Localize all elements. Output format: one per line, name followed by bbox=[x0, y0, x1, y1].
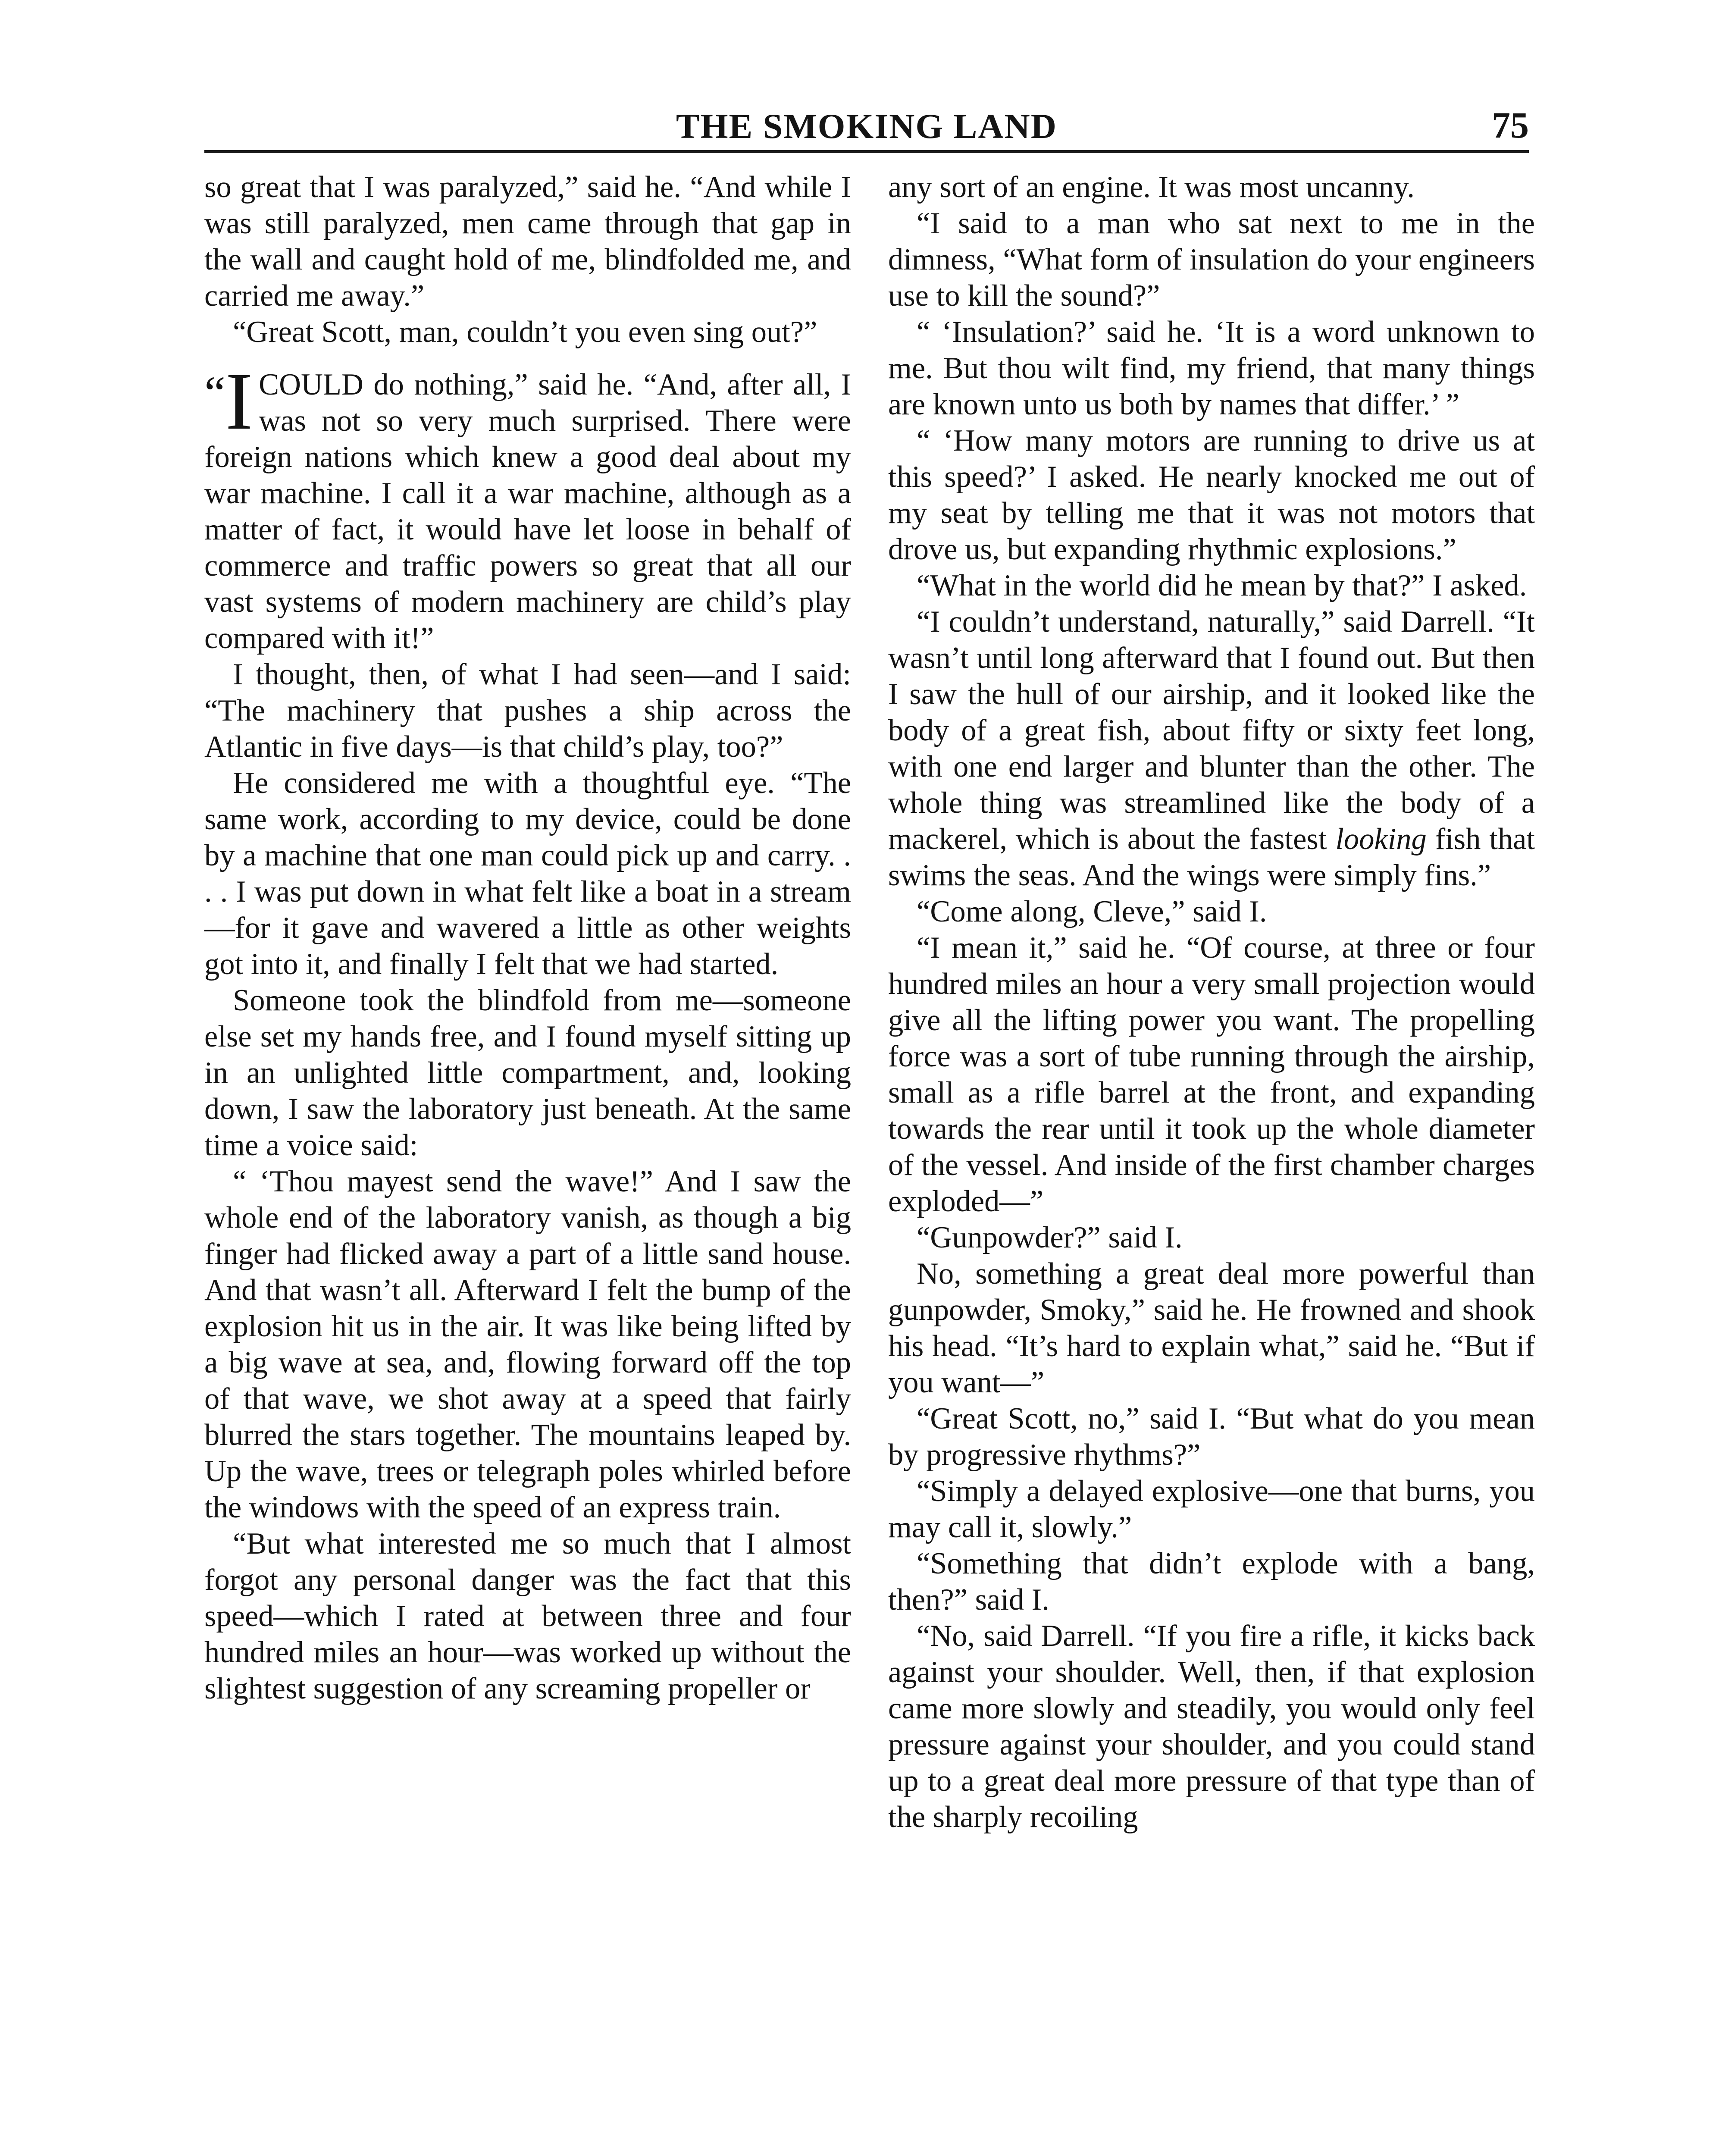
paragraph-text: COULD do nothing,” said he. “And, after all, I was not so very much surprised. There were foreign nations which knew a good deal about my war machine. I call it a war machine, although as a matter of fact, it would have let loose in behalf of commerce and traffic powers so great that all our vast systems of modern machinery are child’s play compared with it!” bbox=[204, 368, 851, 655]
paragraph-with-italic bbox=[888, 604, 1535, 893]
paragraph: I thought, then, of what I had seen—and I said: “The machinery that pushes a ship across the Atlantic in five days—is that child’s play, too?” bbox=[204, 658, 851, 764]
paragraph: “I said to a man who sat next to me in the dimness, “What form of insulation do your engineers use to kill the sound?” bbox=[888, 207, 1535, 313]
paragraph: “Great Scott, no,” said I. “But what do you mean by progressive rhythms?” bbox=[888, 1402, 1535, 1472]
left-column bbox=[204, 169, 851, 1707]
drop-cap bbox=[204, 356, 253, 447]
drop-cap-letter: I bbox=[225, 356, 253, 447]
paragraph: “What in the world did he mean by that?” I asked. bbox=[917, 569, 1527, 602]
paragraph: any sort of an engine. It was most uncanny. bbox=[888, 170, 1415, 204]
dropcap-paragraph bbox=[204, 356, 851, 656]
paragraph: No, something a great deal more powerful than gunpowder, Smoky,” said he. He frowned and shook his head. “It’s hard to explain what,” said he. “But if you want—” bbox=[888, 1257, 1535, 1399]
paragraph-text-end: fish that swims the seas. And the wings were simply fins.” bbox=[888, 822, 1535, 892]
paragraph: “No, said Darrell. “If you fire a rifle, it kicks back against your shoulder. Well, then, if that explosion came more slowly and steadily, you would only feel pressure against your shoulder, and you could stand up to a great deal more pressure of that type than of the sharply recoiling bbox=[888, 1619, 1535, 1834]
drop-cap-quote: “ bbox=[204, 367, 225, 419]
paragraph: He considered me with a thoughtful eye. “The same work, according to my device, could be done by a machine that one man could pick up and carry. . . . I was put down in what felt like a boat in a stream—for it gave and wavered a little as other weights got into it, and finally I felt that we had started. bbox=[204, 766, 851, 981]
paragraph: “Gunpowder?” said I. bbox=[917, 1221, 1183, 1254]
paragraph: Someone took the blindfold from me—someone else set my hands free, and I found myself sitting up in an unlighted little compartment, and, looking down, I saw the laboratory just beneath. At the same time a voice said: bbox=[204, 984, 851, 1162]
paragraph: “ ‘Thou mayest send the wave!” And I saw the whole end of the laboratory vanish, as though a big finger had flicked away a part of a little sand house. And that wasn’t all. Afterward I felt the bump of the explosion hit us in the air. It was like being lifted by a big wave at sea, and, flowing forward off the top of that wave, we shot away at a speed that fairly blurred the stars together. The mountains leaped by. Up the wave, trees or telegraph poles whirled before the windows with the speed of an express train. bbox=[204, 1165, 851, 1524]
paragraph: “Simply a delayed explosive—one that burns, you may call it, slowly.” bbox=[888, 1474, 1535, 1544]
paragraph: so great that I was paralyzed,” said he. “And while I was still paralyzed, men came through that gap in the wall and caught hold of me, blindfolded me, and carried me away.” bbox=[204, 170, 851, 313]
italic-word: looking bbox=[1335, 822, 1427, 856]
page-number: 75 bbox=[1492, 104, 1529, 146]
paragraph: “ ‘How many motors are running to drive us at this speed?’ I asked. He nearly knocked me out of my seat by telling me that it was not motors that drove us, but expanding rhythmic explosions.” bbox=[888, 424, 1535, 566]
paragraph: “Something that didn’t explode with a bang, then?” said I. bbox=[888, 1547, 1535, 1617]
paragraph: “I mean it,” said he. “Of course, at three or four hundred miles an hour a very small projection would give all the lifting power you want. The propelling force was a sort of tube running through the airship, small as a rifle barrel at the front, and expanding towards the rear until it took up the whole diameter of the vessel. And inside of the first chamber charges exploded—” bbox=[888, 931, 1535, 1218]
paragraph: “But what interested me so much that I almost forgot any personal danger was the fact that this speed—which I rated at between three and four hundred miles an hour—was worked up without the slightest suggestion of any screaming propeller or bbox=[204, 1527, 851, 1705]
paragraph: “ ‘Insulation?’ said he. ‘It is a word unknown to me. But thou wilt find, my friend, that many things are known unto us both by names that differ.’ ” bbox=[888, 315, 1535, 421]
paragraph: “Come along, Cleve,” said I. bbox=[917, 895, 1267, 928]
right-column bbox=[888, 169, 1535, 1835]
paragraph: “Great Scott, man, couldn’t you even sing out?” bbox=[233, 315, 817, 349]
running-title: THE SMOKING LAND bbox=[676, 107, 1057, 146]
running-header bbox=[204, 98, 1529, 153]
paragraph-text: “I couldn’t understand, naturally,” said Darrell. “It wasn’t until long afterward that I found out. But then I saw the hull of our airship, and it looked like the body of a great fish, about fifty or sixty feet long, with one end larger and blunter than the other. The whole thing was streamlined like the body of a mackerel, which is about the fastest bbox=[888, 605, 1535, 856]
